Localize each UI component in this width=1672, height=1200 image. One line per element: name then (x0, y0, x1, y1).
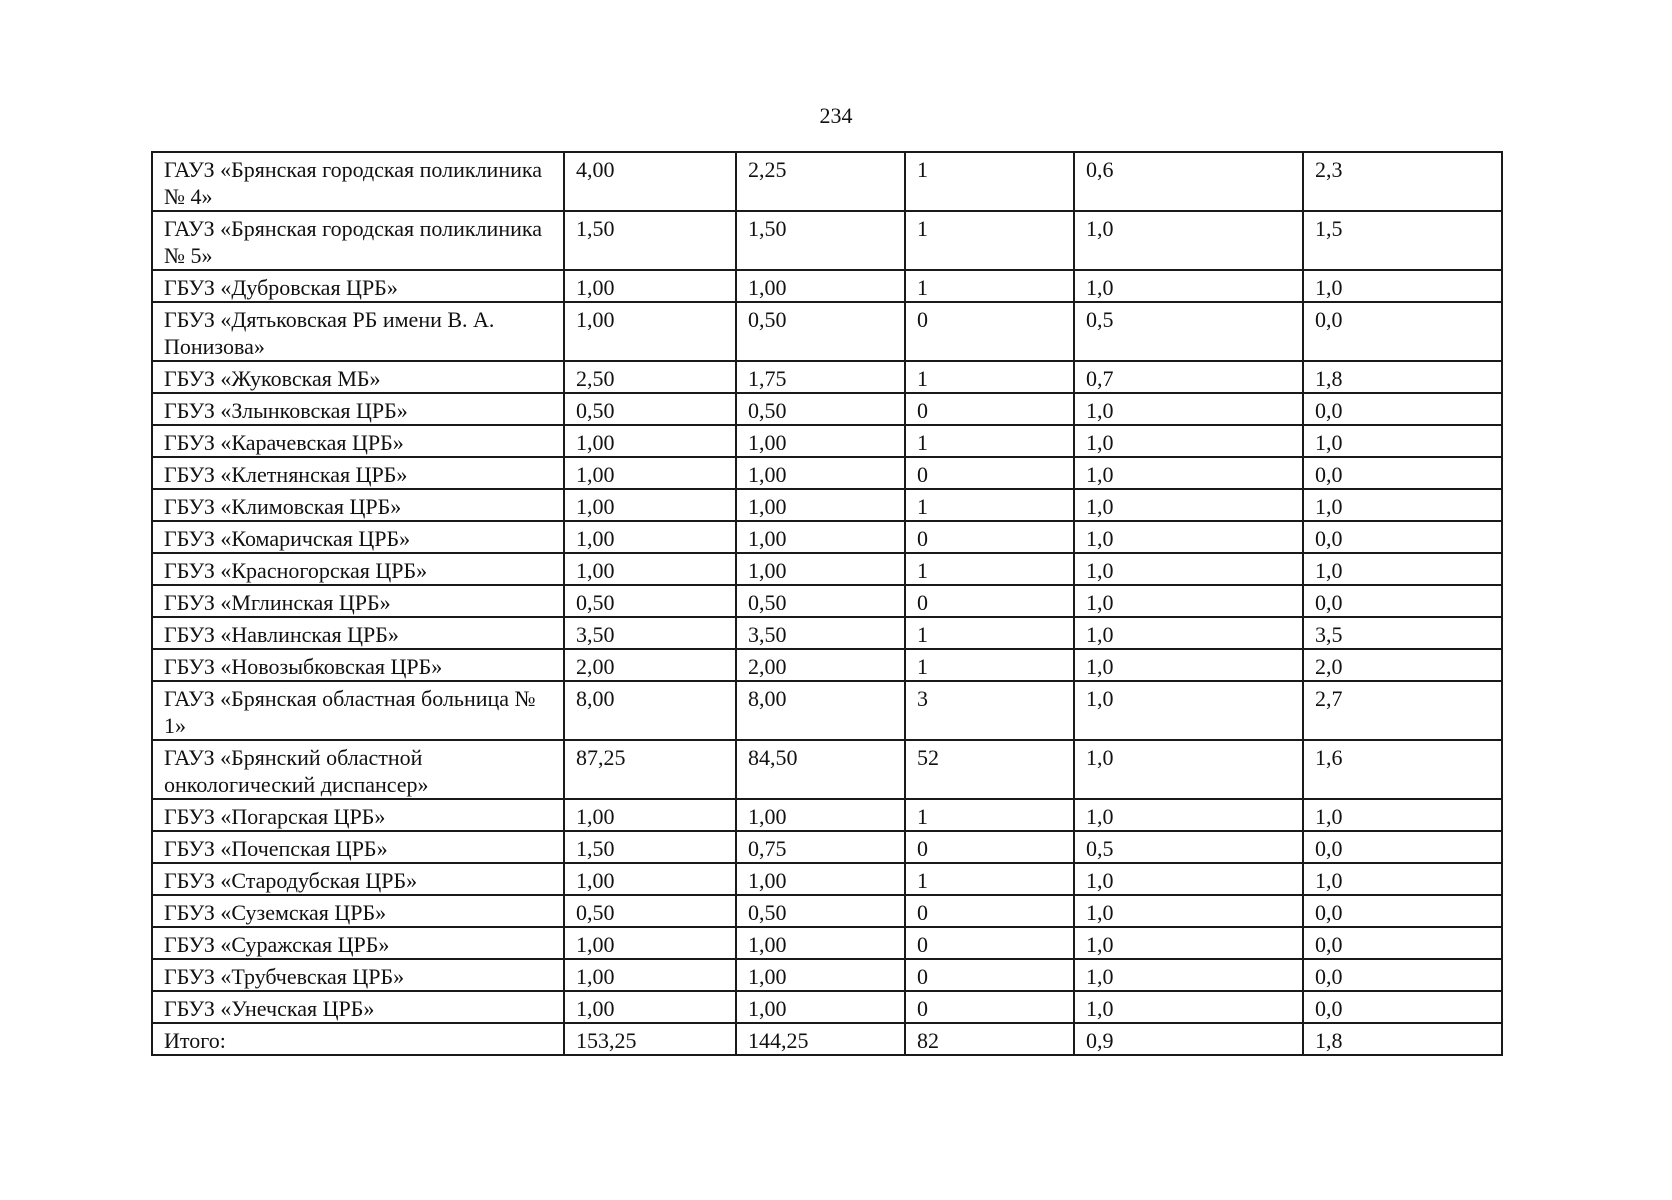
cell-col-4: 0,5 (1074, 302, 1303, 361)
institution-name: ГБУЗ «Погарская ЦРБ» (152, 799, 564, 831)
cell-col-1: 1,00 (564, 959, 736, 991)
cell-col-4: 1,0 (1074, 959, 1303, 991)
cell-col-4: 1,0 (1074, 927, 1303, 959)
cell-col-4: 1,0 (1074, 425, 1303, 457)
cell-col-4: 1,0 (1074, 521, 1303, 553)
institution-name: ГБУЗ «Злынковская ЦРБ» (152, 393, 564, 425)
cell-col-2: 1,00 (736, 863, 905, 895)
table-row (152, 521, 1502, 553)
cell-col-5: 3,5 (1303, 617, 1502, 649)
cell-col-4: 1,0 (1074, 991, 1303, 1023)
cell-col-2: 1,00 (736, 521, 905, 553)
cell-col-2: 1,00 (736, 425, 905, 457)
institution-name: ГБУЗ «Почепская ЦРБ» (152, 831, 564, 863)
institution-name: ГБУЗ «Новозыбковская ЦРБ» (152, 649, 564, 681)
table-row (152, 211, 1502, 270)
table-row (152, 489, 1502, 521)
cell-col-2: 1,00 (736, 927, 905, 959)
institution-name: ГБУЗ «Дятьковская РБ имени В. А. Понизова» (152, 302, 564, 361)
table-row (152, 457, 1502, 489)
institution-name: ГАУЗ «Брянская городская поликлиника № 4» (152, 152, 564, 211)
cell-col-4: 1,0 (1074, 649, 1303, 681)
table-body (152, 152, 1502, 1055)
institution-name: ГАУЗ «Брянский областной онкологический диспансер» (152, 740, 564, 799)
cell-col-2: 0,50 (736, 585, 905, 617)
cell-col-5: 2,0 (1303, 649, 1502, 681)
cell-col-5: 1,0 (1303, 553, 1502, 585)
table-row (152, 302, 1502, 361)
table-row (152, 991, 1502, 1023)
cell-col-4: 1,0 (1074, 489, 1303, 521)
institution-name: ГБУЗ «Суземская ЦРБ» (152, 895, 564, 927)
institution-name: ГБУЗ «Жуковская МБ» (152, 361, 564, 393)
cell-col-2: 0,50 (736, 393, 905, 425)
cell-col-3: 1 (905, 152, 1074, 211)
cell-col-1: 0,50 (564, 895, 736, 927)
cell-col-5: 1,0 (1303, 489, 1502, 521)
institution-name: ГБУЗ «Красногорская ЦРБ» (152, 553, 564, 585)
cell-col-1: 1,00 (564, 991, 736, 1023)
cell-col-3: 0 (905, 959, 1074, 991)
table-row (152, 361, 1502, 393)
cell-col-2: 2,00 (736, 649, 905, 681)
cell-col-1: 1,50 (564, 831, 736, 863)
cell-col-1: 153,25 (564, 1023, 736, 1055)
data-table (151, 151, 1503, 1056)
cell-col-1: 1,00 (564, 521, 736, 553)
cell-col-2: 1,00 (736, 799, 905, 831)
table-row (152, 959, 1502, 991)
institution-name: ГАУЗ «Брянская областная больница № 1» (152, 681, 564, 740)
cell-col-2: 0,75 (736, 831, 905, 863)
table-row (152, 649, 1502, 681)
cell-col-5: 0,0 (1303, 302, 1502, 361)
cell-col-1: 1,00 (564, 553, 736, 585)
cell-col-4: 1,0 (1074, 863, 1303, 895)
table-row (152, 863, 1502, 895)
cell-col-4: 0,5 (1074, 831, 1303, 863)
institution-name: ГБУЗ «Суражская ЦРБ» (152, 927, 564, 959)
institution-name: ГБУЗ «Унечская ЦРБ» (152, 991, 564, 1023)
cell-col-4: 0,9 (1074, 1023, 1303, 1055)
institution-name: ГБУЗ «Мглинская ЦРБ» (152, 585, 564, 617)
cell-col-5: 1,0 (1303, 270, 1502, 302)
cell-col-2: 3,50 (736, 617, 905, 649)
cell-col-3: 1 (905, 489, 1074, 521)
cell-col-5: 2,7 (1303, 681, 1502, 740)
cell-col-3: 0 (905, 393, 1074, 425)
cell-col-5: 1,0 (1303, 425, 1502, 457)
cell-col-5: 0,0 (1303, 457, 1502, 489)
cell-col-5: 1,8 (1303, 1023, 1502, 1055)
cell-col-2: 2,25 (736, 152, 905, 211)
cell-col-4: 1,0 (1074, 681, 1303, 740)
cell-col-2: 1,00 (736, 959, 905, 991)
institution-name: ГБУЗ «Карачевская ЦРБ» (152, 425, 564, 457)
cell-col-4: 1,0 (1074, 211, 1303, 270)
table-row (152, 831, 1502, 863)
total-label: Итого: (152, 1023, 564, 1055)
cell-col-5: 0,0 (1303, 927, 1502, 959)
cell-col-2: 1,00 (736, 991, 905, 1023)
cell-col-1: 1,00 (564, 863, 736, 895)
cell-col-4: 1,0 (1074, 553, 1303, 585)
table-row (152, 799, 1502, 831)
cell-col-2: 1,00 (736, 553, 905, 585)
cell-col-3: 0 (905, 991, 1074, 1023)
cell-col-4: 1,0 (1074, 393, 1303, 425)
page-number: 234 (819, 103, 853, 128)
cell-col-4: 1,0 (1074, 270, 1303, 302)
cell-col-3: 1 (905, 361, 1074, 393)
institution-name: ГБУЗ «Климовская ЦРБ» (152, 489, 564, 521)
total-row (152, 1023, 1502, 1055)
cell-col-5: 0,0 (1303, 895, 1502, 927)
cell-col-1: 1,00 (564, 799, 736, 831)
table-row (152, 152, 1502, 211)
cell-col-3: 1 (905, 553, 1074, 585)
cell-col-5: 0,0 (1303, 959, 1502, 991)
cell-col-3: 1 (905, 270, 1074, 302)
cell-col-1: 1,00 (564, 457, 736, 489)
cell-col-4: 1,0 (1074, 585, 1303, 617)
cell-col-4: 1,0 (1074, 617, 1303, 649)
cell-col-5: 0,0 (1303, 521, 1502, 553)
cell-col-1: 1,00 (564, 270, 736, 302)
cell-col-3: 1 (905, 649, 1074, 681)
table-row (152, 681, 1502, 740)
cell-col-1: 4,00 (564, 152, 736, 211)
cell-col-1: 1,50 (564, 211, 736, 270)
cell-col-3: 1 (905, 617, 1074, 649)
cell-col-4: 0,6 (1074, 152, 1303, 211)
cell-col-1: 2,50 (564, 361, 736, 393)
cell-col-3: 1 (905, 425, 1074, 457)
institution-name: ГБУЗ «Навлинская ЦРБ» (152, 617, 564, 649)
cell-col-3: 1 (905, 799, 1074, 831)
cell-col-5: 2,3 (1303, 152, 1502, 211)
cell-col-3: 0 (905, 302, 1074, 361)
cell-col-4: 0,7 (1074, 361, 1303, 393)
cell-col-3: 52 (905, 740, 1074, 799)
cell-col-1: 1,00 (564, 927, 736, 959)
cell-col-3: 1 (905, 211, 1074, 270)
cell-col-3: 0 (905, 927, 1074, 959)
table-row (152, 895, 1502, 927)
institution-name: ГБУЗ «Стародубская ЦРБ» (152, 863, 564, 895)
cell-col-5: 0,0 (1303, 831, 1502, 863)
institution-name: ГБУЗ «Комаричская ЦРБ» (152, 521, 564, 553)
institution-name: ГБУЗ «Дубровская ЦРБ» (152, 270, 564, 302)
cell-col-1: 2,00 (564, 649, 736, 681)
cell-col-1: 1,00 (564, 302, 736, 361)
cell-col-1: 1,00 (564, 489, 736, 521)
cell-col-1: 0,50 (564, 393, 736, 425)
table-row (152, 393, 1502, 425)
institution-name: ГАУЗ «Брянская городская поликлиника № 5» (152, 211, 564, 270)
cell-col-5: 1,6 (1303, 740, 1502, 799)
institution-name: ГБУЗ «Клетнянская ЦРБ» (152, 457, 564, 489)
cell-col-1: 3,50 (564, 617, 736, 649)
cell-col-1: 87,25 (564, 740, 736, 799)
cell-col-2: 0,50 (736, 895, 905, 927)
cell-col-4: 1,0 (1074, 457, 1303, 489)
cell-col-5: 1,0 (1303, 863, 1502, 895)
table-row (152, 270, 1502, 302)
table-row (152, 740, 1502, 799)
cell-col-5: 0,0 (1303, 585, 1502, 617)
cell-col-3: 0 (905, 585, 1074, 617)
cell-col-3: 3 (905, 681, 1074, 740)
table-row (152, 927, 1502, 959)
cell-col-4: 1,0 (1074, 799, 1303, 831)
institution-name: ГБУЗ «Трубчевская ЦРБ» (152, 959, 564, 991)
table-row (152, 553, 1502, 585)
cell-col-2: 0,50 (736, 302, 905, 361)
cell-col-2: 84,50 (736, 740, 905, 799)
cell-col-3: 82 (905, 1023, 1074, 1055)
cell-col-3: 0 (905, 521, 1074, 553)
cell-col-3: 0 (905, 831, 1074, 863)
cell-col-5: 0,0 (1303, 393, 1502, 425)
cell-col-3: 0 (905, 895, 1074, 927)
table-row (152, 617, 1502, 649)
cell-col-2: 144,25 (736, 1023, 905, 1055)
cell-col-3: 1 (905, 863, 1074, 895)
cell-col-2: 8,00 (736, 681, 905, 740)
table-row (152, 425, 1502, 457)
cell-col-1: 8,00 (564, 681, 736, 740)
cell-col-2: 1,75 (736, 361, 905, 393)
cell-col-1: 1,00 (564, 425, 736, 457)
cell-col-4: 1,0 (1074, 895, 1303, 927)
cell-col-4: 1,0 (1074, 740, 1303, 799)
cell-col-5: 0,0 (1303, 991, 1502, 1023)
cell-col-2: 1,00 (736, 457, 905, 489)
cell-col-2: 1,00 (736, 270, 905, 302)
table-row (152, 585, 1502, 617)
cell-col-5: 1,5 (1303, 211, 1502, 270)
cell-col-1: 0,50 (564, 585, 736, 617)
cell-col-5: 1,8 (1303, 361, 1502, 393)
cell-col-2: 1,00 (736, 489, 905, 521)
cell-col-2: 1,50 (736, 211, 905, 270)
cell-col-5: 1,0 (1303, 799, 1502, 831)
cell-col-3: 0 (905, 457, 1074, 489)
